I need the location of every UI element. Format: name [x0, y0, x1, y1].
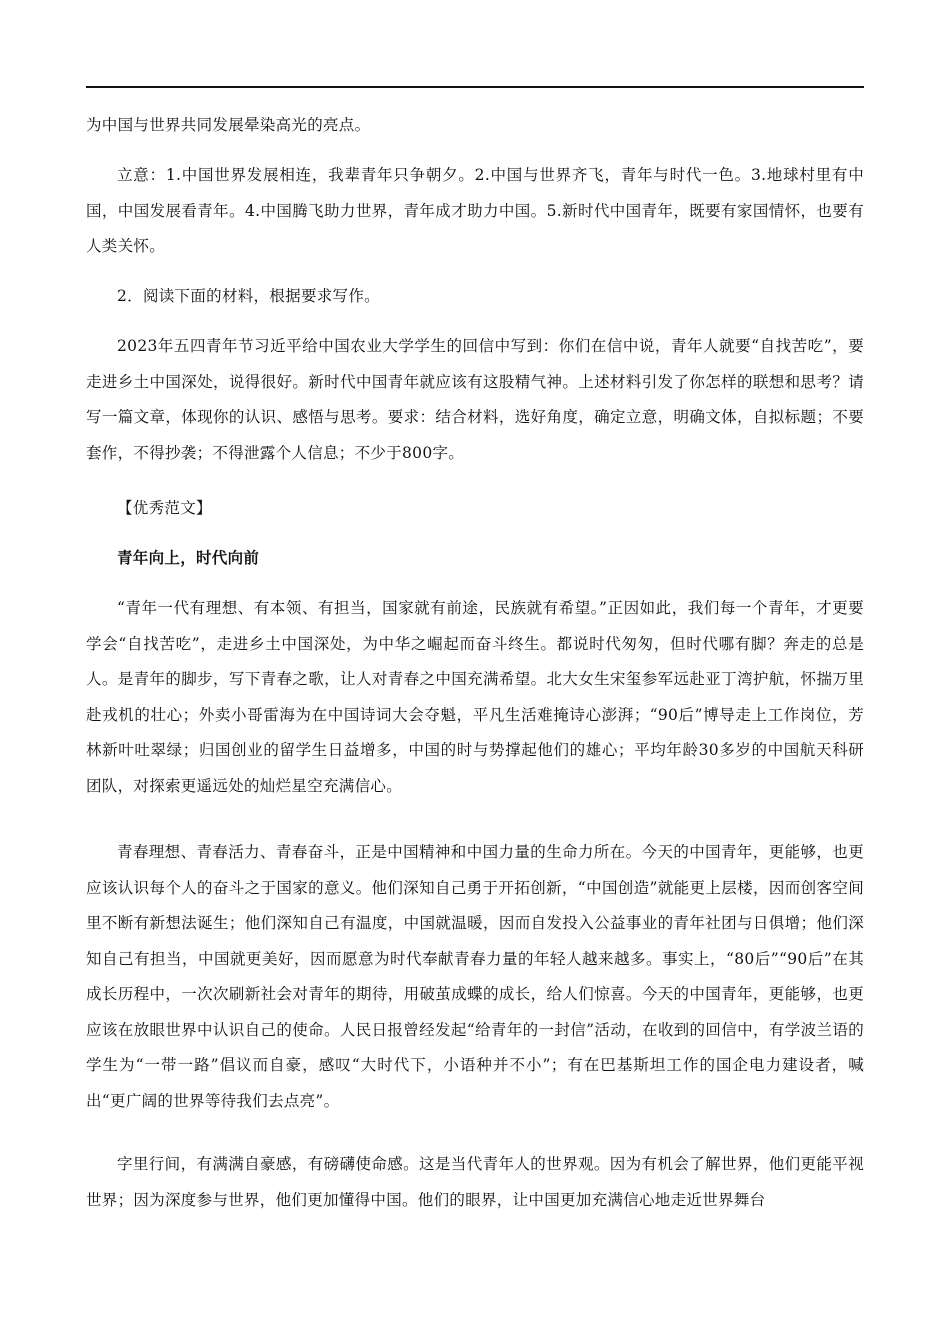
essay-paragraph-3: 字里行间，有满满自豪感，有磅礴使命感。这是当代青年人的世界观。因为有机会了解世界，他们更能平视世界；因为深度参与世界，他们更加懂得中国。他们的眼界，让中国更加充满信心地走近世界舞台: [86, 1155, 864, 1209]
header-rule: [86, 86, 864, 88]
section-label: 【优秀范文】: [117, 499, 212, 517]
question-heading: 2．阅读下面的材料，根据要求写作。: [117, 287, 380, 305]
material-paragraph: 2023年五四青年节习近平给中国农业大学学生的回信中写到：你们在信中说，青年人就要“自找苦吃”，要走进乡土中国深处，说得很好。新时代中国青年就应该有这股精气神。上述材料引发了你怎样的联想和思考？请写一篇文章，体现你的认识、感悟与思考。要求：结合材料，选好角度，确定立意，明确文体，自拟标题；不要套作，不得抄袭；不得泄露个人信息；不少于800字。: [86, 337, 864, 462]
continuation-text: 为中国与世界共同发展晕染高光的亮点。: [86, 116, 371, 134]
essay-paragraph-1: “青年一代有理想、有本领、有担当，国家就有前途，民族就有希望。”正因如此，我们每一个青年，才更要学会“自找苦吃”，走进乡土中国深处，为中华之崛起而奋斗终生。都说时代匆匆，但时代哪有脚？奔走的总是人。是青年的脚步，写下青春之歌，让人对青春之中国充满希望。北大女生宋玺参军远赴亚丁湾护航，怀揣万里赴戎机的壮心；外卖小哥雷海为在中国诗词大会夺魁，平凡生活难掩诗心澎湃；“90后”博导走上工作岗位，芳林新叶吐翠绿；归国创业的留学生日益增多，中国的时与势撑起他们的雄心；平均年龄30多岁的中国航天科研团队，对探索更遥远处的灿烂星空充满信心。: [86, 599, 864, 795]
essay-title: 青年向上，时代向前: [117, 549, 260, 567]
liyi-paragraph: 立意：1.中国世界发展相连，我辈青年只争朝夕。2.中国与世界齐飞，青年与时代一色。3.地球村里有中国，中国发展看青年。4.中国腾飞助力世界，青年成才助力中国。5.新时代中国青年，既要有家国情怀，也要有人类关怀。: [86, 166, 864, 255]
essay-paragraph-2: 青春理想、青春活力、青春奋斗，正是中国精神和中国力量的生命力所在。今天的中国青年，更能够，也更应该认识每个人的奋斗之于国家的意义。他们深知自己勇于开拓创新，“中国创造”就能更上层楼，因而创客空间里不断有新想法诞生；他们深知自己有温度，中国就温暖，因而自发投入公益事业的青年社团与日俱增；他们深知自己有担当，中国就更美好，因而愿意为时代奉献青春力量的年轻人越来越多。事实上，“80后”“90后”在其成长历程中，一次次刷新社会对青年的期待，用破茧成蝶的成长，给人们惊喜。今天的中国青年，更能够，也更应该在放眼世界中认识自己的使命。人民日报曾经发起“给青年的一封信”活动，在收到的回信中，有学波兰语的学生为“一带一路”倡议而自豪，感叹“大时代下，小语种并不小”；有在巴基斯坦工作的国企电力建设者，喊出“更广阔的世界等待我们去点亮”。: [86, 843, 864, 1110]
